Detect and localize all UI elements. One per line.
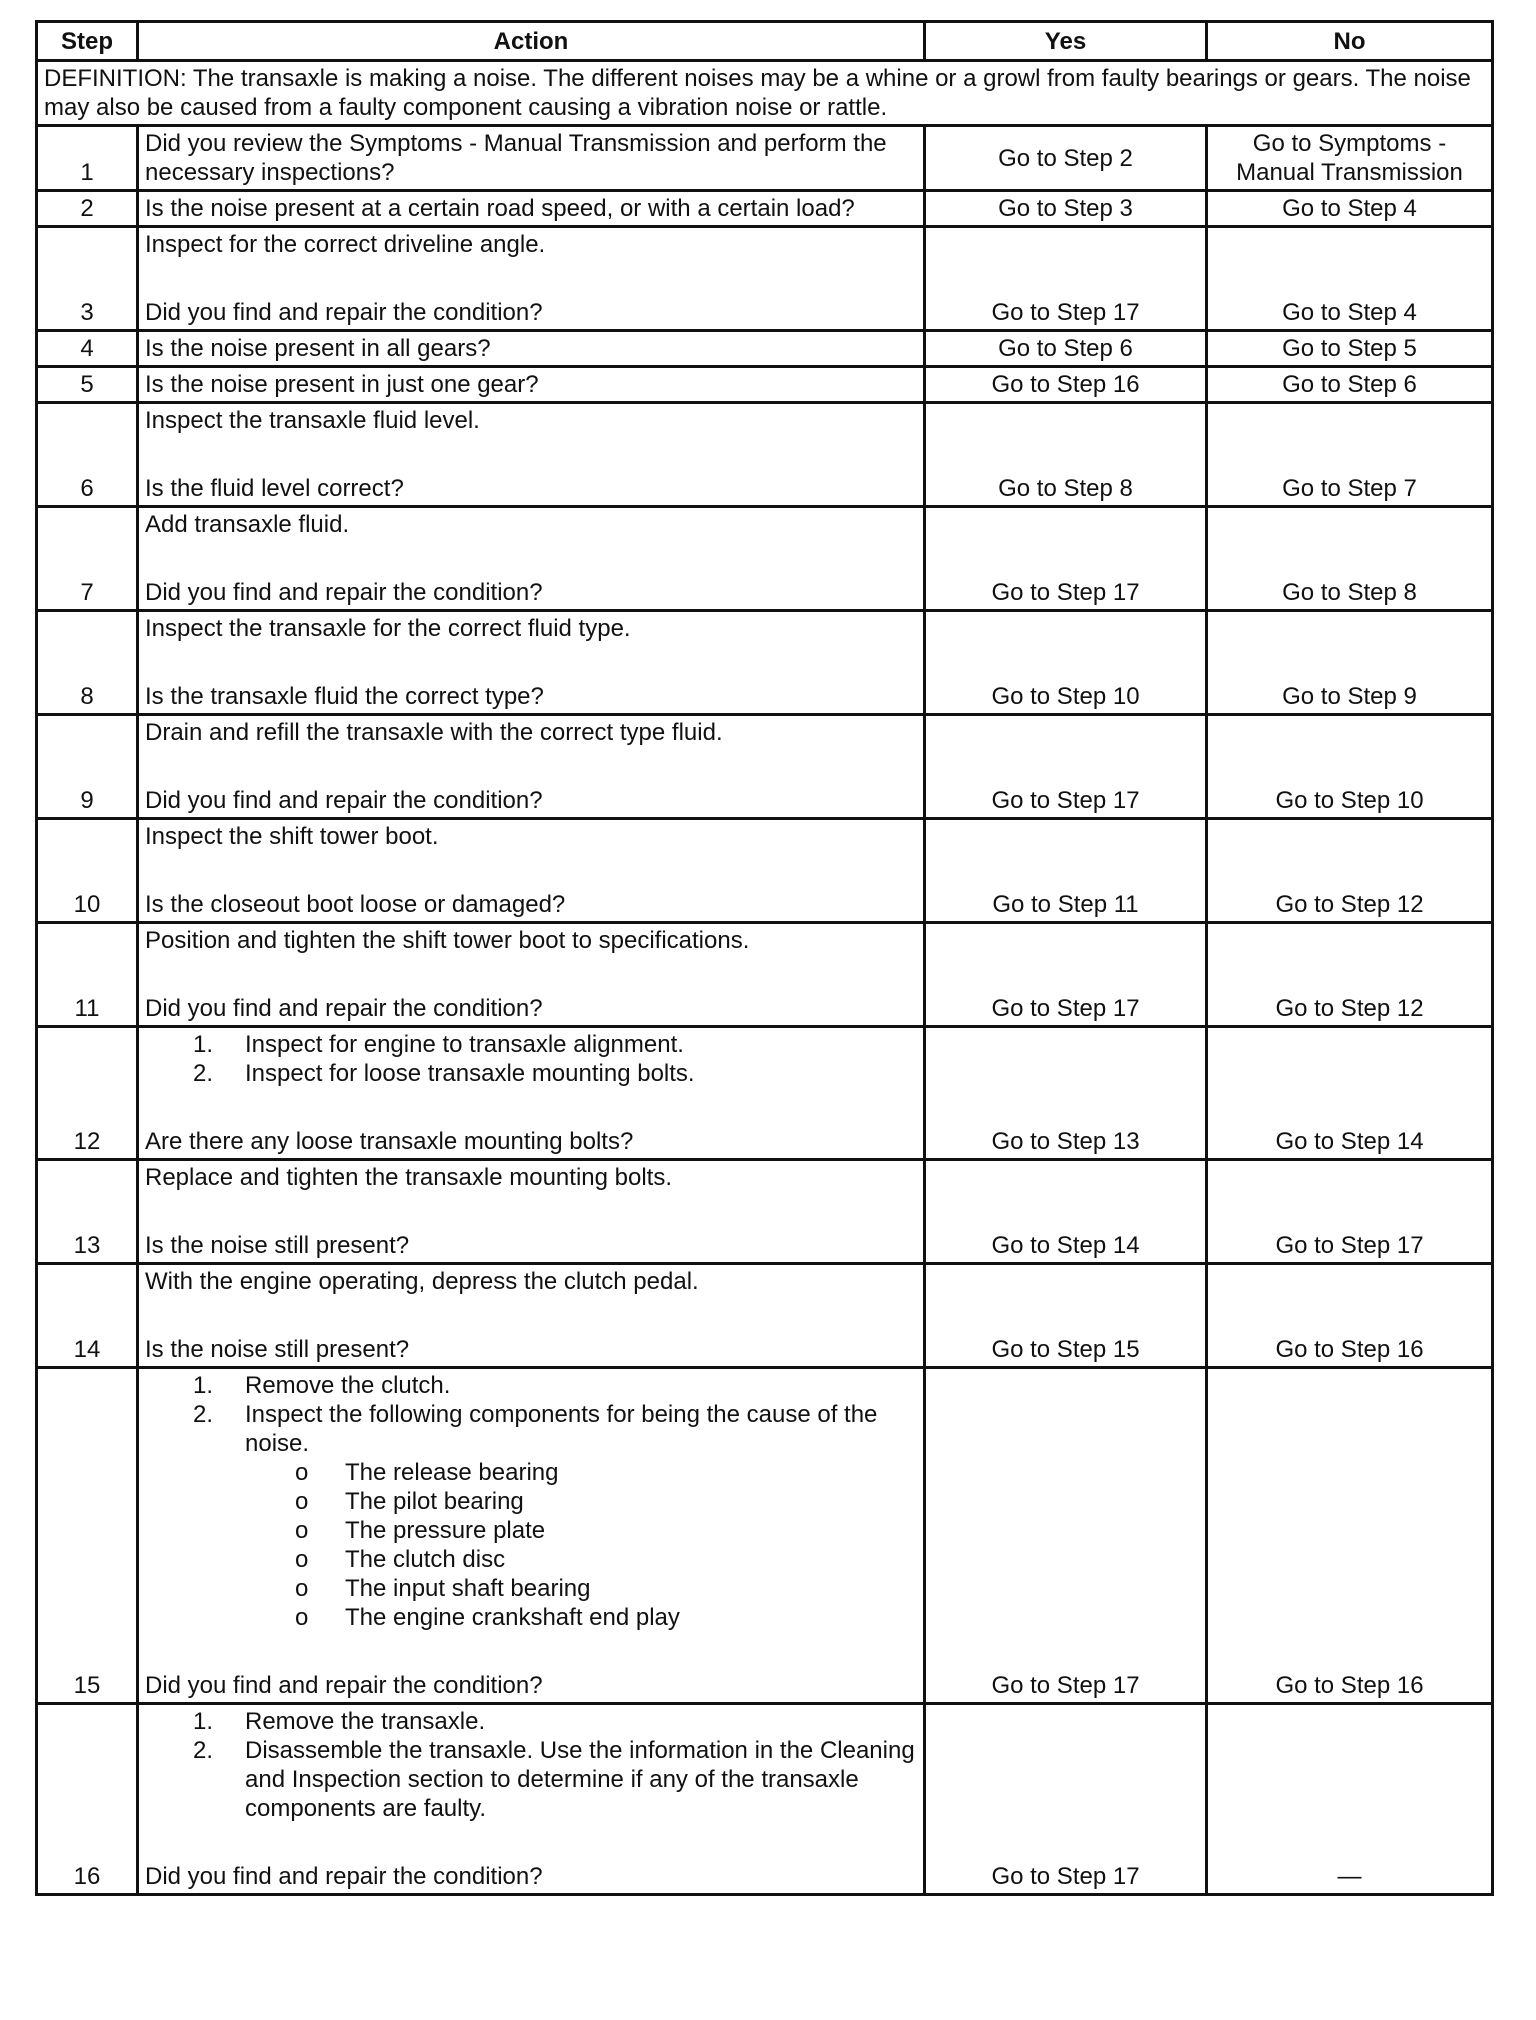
yes-result: Go to Step 17 — [925, 507, 1207, 611]
bullet-icon: o — [295, 1459, 309, 1486]
procedure-item-text: Inspect for loose transaxle mounting bolts. — [245, 1060, 695, 1087]
step-row — [37, 507, 1493, 611]
no-result: Go to Step 17 — [1207, 1160, 1493, 1264]
definition-text: DEFINITION: The transaxle is making a noise. The different noises may be a whine or a growl from faulty bearings or gears. The noise may also be caused from a faulty component causing a vibration noise or rattle. — [37, 61, 1493, 126]
no-result: Go to Step 7 — [1207, 403, 1493, 507]
yes-result: Go to Step 17 — [925, 715, 1207, 819]
action-spacer — [145, 747, 917, 786]
procedure-item-text: Remove the transaxle. — [245, 1708, 486, 1735]
action-question: Did you find and repair the condition? — [145, 299, 543, 326]
procedure-item-number: 1. — [193, 1372, 214, 1399]
action-instruction: Replace and tighten the transaxle mounting bolts. — [145, 1164, 673, 1191]
component-item-text: The engine crankshaft end play — [345, 1604, 680, 1631]
procedure-item — [145, 1371, 917, 1400]
header-action: Action — [138, 22, 925, 61]
no-result: Go to Step 10 — [1207, 715, 1493, 819]
no-result: Go to Step 5 — [1207, 331, 1493, 367]
yes-result: Go to Step 14 — [925, 1160, 1207, 1264]
component-item — [245, 1487, 917, 1516]
step-row — [37, 403, 1493, 507]
action-cell — [138, 1160, 925, 1264]
action-instruction: Drain and refill the transaxle with the correct type fluid. — [145, 719, 723, 746]
action-instruction: Inspect for the correct driveline angle. — [145, 231, 546, 258]
action-instruction: Inspect the transaxle for the correct fluid type. — [145, 615, 631, 642]
step-row — [37, 227, 1493, 331]
action-question: Is the noise present in just one gear? — [145, 371, 539, 398]
step-row — [37, 1368, 1493, 1704]
action-question: Is the transaxle fluid the correct type? — [145, 683, 544, 710]
action-question: Did you find and repair the condition? — [145, 787, 543, 814]
step-row — [37, 715, 1493, 819]
step-number: 4 — [37, 331, 138, 367]
step-number: 6 — [37, 403, 138, 507]
no-result: Go to Step 4 — [1207, 191, 1493, 227]
procedure-list — [145, 1707, 917, 1823]
procedure-item-text: Remove the clutch. — [245, 1372, 451, 1399]
step-row — [37, 819, 1493, 923]
no-result: Go to Step 16 — [1207, 1368, 1493, 1704]
step-number: 9 — [37, 715, 138, 819]
action-cell — [138, 227, 925, 331]
step-row — [37, 331, 1493, 367]
step-number: 14 — [37, 1264, 138, 1368]
step-number: 8 — [37, 611, 138, 715]
procedure-item — [145, 1030, 917, 1059]
action-cell — [138, 1027, 925, 1160]
action-cell — [138, 611, 925, 715]
action-spacer — [145, 259, 917, 298]
no-result: Go to Step 4 — [1207, 227, 1493, 331]
action-question: Did you review the Symptoms - Manual Transmission and perform the necessary inspections? — [145, 130, 887, 186]
yes-result: Go to Step 6 — [925, 331, 1207, 367]
step-row — [37, 1160, 1493, 1264]
component-item — [245, 1516, 917, 1545]
diagnostic-table — [35, 20, 1494, 1896]
action-cell — [138, 126, 925, 191]
action-question: Is the noise still present? — [145, 1232, 410, 1259]
action-instruction: Position and tighten the shift tower boot to specifications. — [145, 927, 750, 954]
action-spacer — [145, 1823, 917, 1862]
step-row — [37, 126, 1493, 191]
no-result: Go to Symptoms - Manual Transmission — [1207, 126, 1493, 191]
no-result: Go to Step 8 — [1207, 507, 1493, 611]
action-question: Are there any loose transaxle mounting bolts? — [145, 1128, 634, 1155]
definition-row — [37, 61, 1493, 126]
yes-result: Go to Step 17 — [925, 923, 1207, 1027]
action-instruction: Inspect the transaxle fluid level. — [145, 407, 480, 434]
procedure-item-number: 2. — [193, 1737, 214, 1764]
action-question: Is the noise still present? — [145, 1336, 410, 1363]
step-row — [37, 191, 1493, 227]
action-question: Did you find and repair the condition? — [145, 1863, 543, 1890]
no-result: Go to Step 14 — [1207, 1027, 1493, 1160]
action-cell — [138, 331, 925, 367]
no-result: Go to Step 6 — [1207, 367, 1493, 403]
step-number: 16 — [37, 1704, 138, 1895]
component-list — [245, 1458, 917, 1632]
action-cell — [138, 403, 925, 507]
action-question: Did you find and repair the condition? — [145, 579, 543, 606]
header-no: No — [1207, 22, 1493, 61]
component-item-text: The pilot bearing — [345, 1488, 524, 1515]
step-number: 3 — [37, 227, 138, 331]
yes-result: Go to Step 17 — [925, 1704, 1207, 1895]
procedure-item-number: 1. — [193, 1031, 214, 1058]
action-instruction: Inspect the shift tower boot. — [145, 823, 439, 850]
step-number: 5 — [37, 367, 138, 403]
action-question: Did you find and repair the condition? — [145, 995, 543, 1022]
action-spacer — [145, 1088, 917, 1127]
yes-result: Go to Step 3 — [925, 191, 1207, 227]
header-row — [37, 22, 1493, 61]
action-instruction: With the engine operating, depress the clutch pedal. — [145, 1268, 699, 1295]
procedure-item-number: 2. — [193, 1401, 214, 1428]
action-cell — [138, 923, 925, 1027]
yes-result: Go to Step 2 — [925, 126, 1207, 191]
component-item — [245, 1545, 917, 1574]
step-row — [37, 1264, 1493, 1368]
step-number: 7 — [37, 507, 138, 611]
no-result: Go to Step 16 — [1207, 1264, 1493, 1368]
no-result: Go to Step 12 — [1207, 819, 1493, 923]
no-result: Go to Step 9 — [1207, 611, 1493, 715]
procedure-list — [145, 1371, 917, 1632]
procedure-item — [145, 1400, 917, 1632]
component-item — [245, 1458, 917, 1487]
action-cell — [138, 819, 925, 923]
header-yes: Yes — [925, 22, 1207, 61]
procedure-item-number: 2. — [193, 1060, 214, 1087]
action-question: Is the closeout boot loose or damaged? — [145, 891, 566, 918]
yes-result: Go to Step 10 — [925, 611, 1207, 715]
action-spacer — [145, 1192, 917, 1231]
bullet-icon: o — [295, 1488, 309, 1515]
step-row — [37, 1027, 1493, 1160]
procedure-item — [145, 1059, 917, 1088]
action-cell — [138, 715, 925, 819]
action-cell — [138, 1264, 925, 1368]
procedure-item-number: 1. — [193, 1708, 214, 1735]
procedure-item-text: Inspect the following components for being the cause of the noise. — [245, 1401, 878, 1457]
action-cell — [138, 191, 925, 227]
action-question: Is the noise present in all gears? — [145, 335, 491, 362]
yes-result: Go to Step 17 — [925, 1368, 1207, 1704]
procedure-item — [145, 1707, 917, 1736]
component-item-text: The release bearing — [345, 1459, 559, 1486]
action-spacer — [145, 435, 917, 474]
action-cell — [138, 507, 925, 611]
bullet-icon: o — [295, 1604, 309, 1631]
action-cell — [138, 1368, 925, 1704]
yes-result: Go to Step 13 — [925, 1027, 1207, 1160]
step-number: 1 — [37, 126, 138, 191]
bullet-icon: o — [295, 1546, 309, 1573]
component-item-text: The clutch disc — [345, 1546, 506, 1573]
step-row — [37, 367, 1493, 403]
component-item-text: The pressure plate — [345, 1517, 546, 1544]
step-number: 13 — [37, 1160, 138, 1264]
action-spacer — [145, 851, 917, 890]
action-question: Is the fluid level correct? — [145, 475, 404, 502]
step-row — [37, 1704, 1493, 1895]
step-row — [37, 923, 1493, 1027]
procedure-item — [145, 1736, 917, 1823]
action-instruction: Add transaxle fluid. — [145, 511, 350, 538]
procedure-list — [145, 1030, 917, 1088]
step-number: 11 — [37, 923, 138, 1027]
component-item-text: The input shaft bearing — [345, 1575, 591, 1602]
component-item — [245, 1574, 917, 1603]
yes-result: Go to Step 8 — [925, 403, 1207, 507]
step-number: 12 — [37, 1027, 138, 1160]
action-spacer — [145, 539, 917, 578]
action-spacer — [145, 955, 917, 994]
procedure-item-text: Inspect for engine to transaxle alignment. — [245, 1031, 684, 1058]
bullet-icon: o — [295, 1517, 309, 1544]
header-step: Step — [37, 22, 138, 61]
bullet-icon: o — [295, 1575, 309, 1602]
yes-result: Go to Step 16 — [925, 367, 1207, 403]
action-question: Is the noise present at a certain road speed, or with a certain load? — [145, 195, 855, 222]
action-spacer — [145, 1632, 917, 1671]
procedure-item-text: Disassemble the transaxle. Use the information in the Cleaning and Inspection section to determine if any of the transaxle components are faulty. — [245, 1737, 915, 1822]
step-number: 2 — [37, 191, 138, 227]
action-spacer — [145, 643, 917, 682]
step-row — [37, 611, 1493, 715]
action-cell — [138, 1704, 925, 1895]
step-number: 15 — [37, 1368, 138, 1704]
no-result: — — [1207, 1704, 1493, 1895]
component-item — [245, 1603, 917, 1632]
step-number: 10 — [37, 819, 138, 923]
action-spacer — [145, 1296, 917, 1335]
no-result: Go to Step 12 — [1207, 923, 1493, 1027]
yes-result: Go to Step 17 — [925, 227, 1207, 331]
action-cell — [138, 367, 925, 403]
yes-result: Go to Step 15 — [925, 1264, 1207, 1368]
yes-result: Go to Step 11 — [925, 819, 1207, 923]
action-question: Did you find and repair the condition? — [145, 1672, 543, 1699]
